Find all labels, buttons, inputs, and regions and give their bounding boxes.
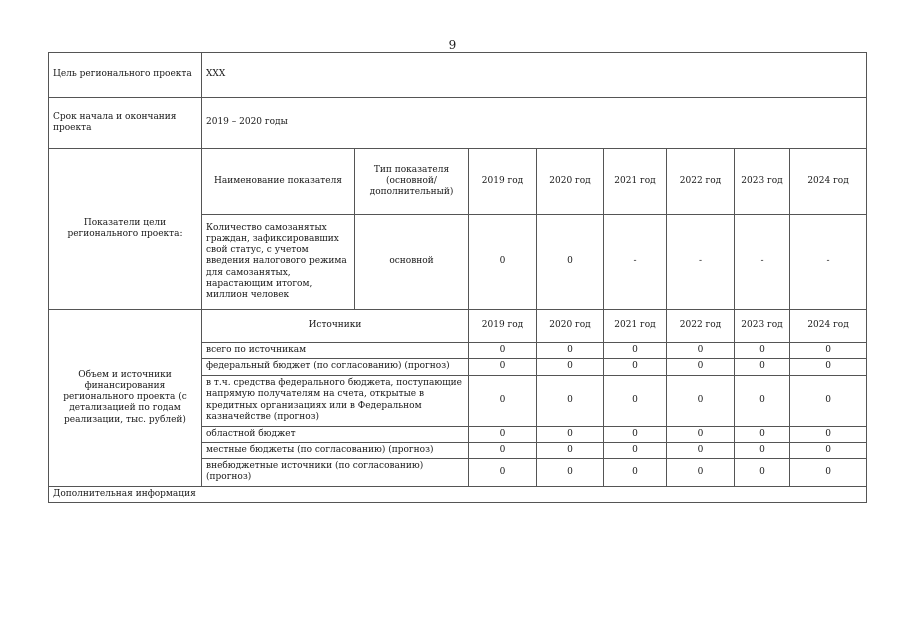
financing-value: 0 (537, 359, 604, 375)
financing-source: в т.ч. средства федерального бюджета, поступающие напрямую получателям на счета, открытые в кредитных организациях или в Федеральном казначействе (прогноз) (202, 375, 469, 426)
financing-year-header: 2023 год (735, 310, 790, 343)
financing-source: внебюджетные источники (по согласованию) (прогноз) (202, 459, 469, 487)
additional-info-row (49, 486, 867, 502)
financing-source: областной бюджет (202, 426, 469, 442)
financing-value: 0 (735, 459, 790, 487)
indicators-label: Показатели цели регионального проекта: (49, 149, 202, 310)
indicator-year-header: 2019 год (469, 149, 537, 215)
financing-year-header: 2020 год (537, 310, 604, 343)
financing-value: 0 (735, 442, 790, 458)
financing-value: 0 (735, 375, 790, 426)
indicators-header-row (49, 149, 867, 215)
financing-value: 0 (667, 375, 735, 426)
financing-source: всего по источникам (202, 343, 469, 359)
financing-year-header: 2022 год (667, 310, 735, 343)
financing-value: 0 (604, 375, 667, 426)
financing-value: 0 (735, 426, 790, 442)
financing-value: 0 (667, 459, 735, 487)
indicator-value: - (790, 215, 867, 310)
financing-value: 0 (469, 442, 537, 458)
financing-value: 0 (667, 359, 735, 375)
financing-value: 0 (537, 459, 604, 487)
financing-source: местные бюджеты (по согласованию) (прогноз) (202, 442, 469, 458)
financing-value: 0 (667, 343, 735, 359)
goal-value: ХХХ (202, 53, 867, 98)
financing-year-header: 2024 год (790, 310, 867, 343)
indicator-type-header: Тип показателя (основной/ дополнительный) (355, 149, 469, 215)
financing-value: 0 (604, 343, 667, 359)
term-label: Срок начала и окончания проекта (49, 98, 202, 149)
financing-value: 0 (537, 375, 604, 426)
indicator-year-header: 2021 год (604, 149, 667, 215)
indicator-year-header: 2023 год (735, 149, 790, 215)
financing-value: 0 (537, 343, 604, 359)
financing-value: 0 (604, 359, 667, 375)
indicator-value: - (604, 215, 667, 310)
financing-value: 0 (469, 375, 537, 426)
financing-value: 0 (735, 343, 790, 359)
indicator-name: Количество самозанятых граждан, зафиксировавших свой статус, с учетом введения налогового режима для самозанятых, нарастающим итогом, миллион человек (202, 215, 355, 310)
financing-value: 0 (735, 359, 790, 375)
additional-info-label: Дополнительная информация (49, 486, 867, 502)
goal-label: Цель регионального проекта (49, 53, 202, 98)
financing-value: 0 (537, 426, 604, 442)
financing-year-header: 2019 год (469, 310, 537, 343)
financing-value: 0 (790, 343, 867, 359)
financing-value: 0 (667, 426, 735, 442)
indicator-value: - (667, 215, 735, 310)
indicator-year-header: 2020 год (537, 149, 604, 215)
financing-value: 0 (790, 459, 867, 487)
financing-value: 0 (790, 359, 867, 375)
term-row (49, 98, 867, 149)
indicator-type: основной (355, 215, 469, 310)
financing-header-row (49, 310, 867, 343)
financing-value: 0 (604, 459, 667, 487)
indicator-value: - (735, 215, 790, 310)
financing-value: 0 (469, 426, 537, 442)
financing-value: 0 (790, 375, 867, 426)
financing-source: федеральный бюджет (по согласованию) (прогноз) (202, 359, 469, 375)
financing-value: 0 (604, 442, 667, 458)
financing-value: 0 (667, 442, 735, 458)
indicator-name-header: Наименование показателя (202, 149, 355, 215)
financing-value: 0 (469, 359, 537, 375)
financing-value: 0 (469, 343, 537, 359)
financing-value: 0 (790, 442, 867, 458)
financing-year-header: 2021 год (604, 310, 667, 343)
indicator-year-header: 2024 год (790, 149, 867, 215)
indicator-year-header: 2022 год (667, 149, 735, 215)
indicator-value: 0 (537, 215, 604, 310)
sources-header: Источники (202, 310, 469, 343)
indicator-value: 0 (469, 215, 537, 310)
page-number: 9 (448, 38, 457, 52)
project-passport-table (48, 52, 867, 503)
financing-value: 0 (790, 426, 867, 442)
financing-value: 0 (469, 459, 537, 487)
financing-value: 0 (537, 442, 604, 458)
financing-value: 0 (604, 426, 667, 442)
term-value: 2019 – 2020 годы (202, 98, 867, 149)
goal-row (49, 53, 867, 98)
financing-label: Объем и источники финансирования регионального проекта (с детализацией по годам реализации, тыс. рублей) (49, 310, 202, 487)
